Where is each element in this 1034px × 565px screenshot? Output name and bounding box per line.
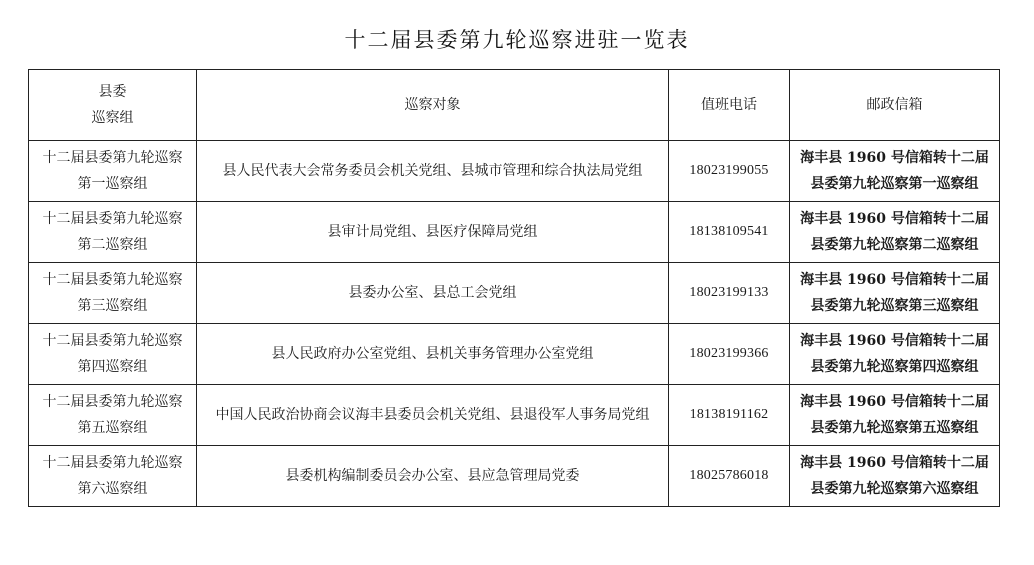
mail-line1: 海丰县 1960 号信箱转十二届 — [800, 272, 989, 288]
group-cell — [29, 263, 197, 324]
phone-cell: 18138109541 — [669, 202, 790, 263]
group-cell — [29, 385, 197, 446]
mail-line1: 海丰县 1960 号信箱转十二届 — [800, 150, 989, 166]
mail-line2: 县委第九轮巡察第六巡察组 — [810, 481, 979, 497]
header-phone: 值班电话 — [669, 70, 790, 141]
group-line1: 十二届县委第九轮巡察 — [42, 455, 183, 471]
table-row — [29, 446, 1000, 507]
phone-cell: 18138191162 — [669, 385, 790, 446]
mail-line1: 海丰县 1960 号信箱转十二届 — [800, 394, 989, 410]
page-title: 十二届县委第九轮巡察进驻一览表 — [344, 28, 690, 52]
mailbox-cell — [790, 202, 1000, 263]
group-line1: 十二届县委第九轮巡察 — [42, 272, 183, 288]
mail-line2: 县委第九轮巡察第三巡察组 — [810, 298, 979, 314]
group-line2: 第四巡察组 — [77, 359, 148, 375]
group-line2: 第五巡察组 — [77, 420, 148, 436]
group-line1: 十二届县委第九轮巡察 — [42, 211, 183, 227]
phone-cell: 18025786018 — [669, 446, 790, 507]
group-cell — [29, 324, 197, 385]
phone-cell: 18023199366 — [669, 324, 790, 385]
header-group-line2: 巡察组 — [91, 110, 134, 126]
group-line2: 第三巡察组 — [77, 298, 148, 314]
header-target: 巡察对象 — [197, 70, 669, 141]
mailbox-cell — [790, 263, 1000, 324]
target-cell: 中国人民政治协商会议海丰县委员会机关党组、县退役军人事务局党组 — [197, 385, 669, 446]
mail-line2: 县委第九轮巡察第四巡察组 — [810, 359, 979, 375]
group-cell — [29, 446, 197, 507]
target-cell: 县人民政府办公室党组、县机关事务管理办公室党组 — [197, 324, 669, 385]
group-line1: 十二届县委第九轮巡察 — [42, 333, 183, 349]
mailbox-cell — [790, 446, 1000, 507]
header-group-line1: 县委 — [98, 84, 127, 100]
mail-line2: 县委第九轮巡察第一巡察组 — [810, 176, 979, 192]
mailbox-cell — [790, 324, 1000, 385]
table-row — [29, 141, 1000, 202]
mail-line2: 县委第九轮巡察第二巡察组 — [810, 237, 979, 253]
mail-line1: 海丰县 1960 号信箱转十二届 — [800, 333, 989, 349]
group-line2: 第一巡察组 — [77, 176, 148, 192]
header-group — [29, 70, 197, 141]
target-cell: 县委办公室、县总工会党组 — [197, 263, 669, 324]
group-line2: 第二巡察组 — [77, 237, 148, 253]
mail-line2: 县委第九轮巡察第五巡察组 — [810, 420, 979, 436]
table-row — [29, 385, 1000, 446]
group-line2: 第六巡察组 — [77, 481, 148, 497]
target-cell: 县人民代表大会常务委员会机关党组、县城市管理和综合执法局党组 — [197, 141, 669, 202]
group-cell — [29, 202, 197, 263]
phone-cell: 18023199055 — [669, 141, 790, 202]
mailbox-cell — [790, 141, 1000, 202]
mail-line1: 海丰县 1960 号信箱转十二届 — [800, 455, 989, 471]
target-cell: 县委机构编制委员会办公室、县应急管理局党委 — [197, 446, 669, 507]
table-header-row — [29, 70, 1000, 141]
group-cell — [29, 141, 197, 202]
table-row — [29, 263, 1000, 324]
mail-line1: 海丰县 1960 号信箱转十二届 — [800, 211, 989, 227]
group-line1: 十二届县委第九轮巡察 — [42, 394, 183, 410]
inspection-table — [28, 69, 1000, 507]
header-mailbox: 邮政信箱 — [790, 70, 1000, 141]
target-cell: 县审计局党组、县医疗保障局党组 — [197, 202, 669, 263]
group-line1: 十二届县委第九轮巡察 — [42, 150, 183, 166]
table-row — [29, 202, 1000, 263]
mailbox-cell — [790, 385, 1000, 446]
table-row — [29, 324, 1000, 385]
phone-cell: 18023199133 — [669, 263, 790, 324]
